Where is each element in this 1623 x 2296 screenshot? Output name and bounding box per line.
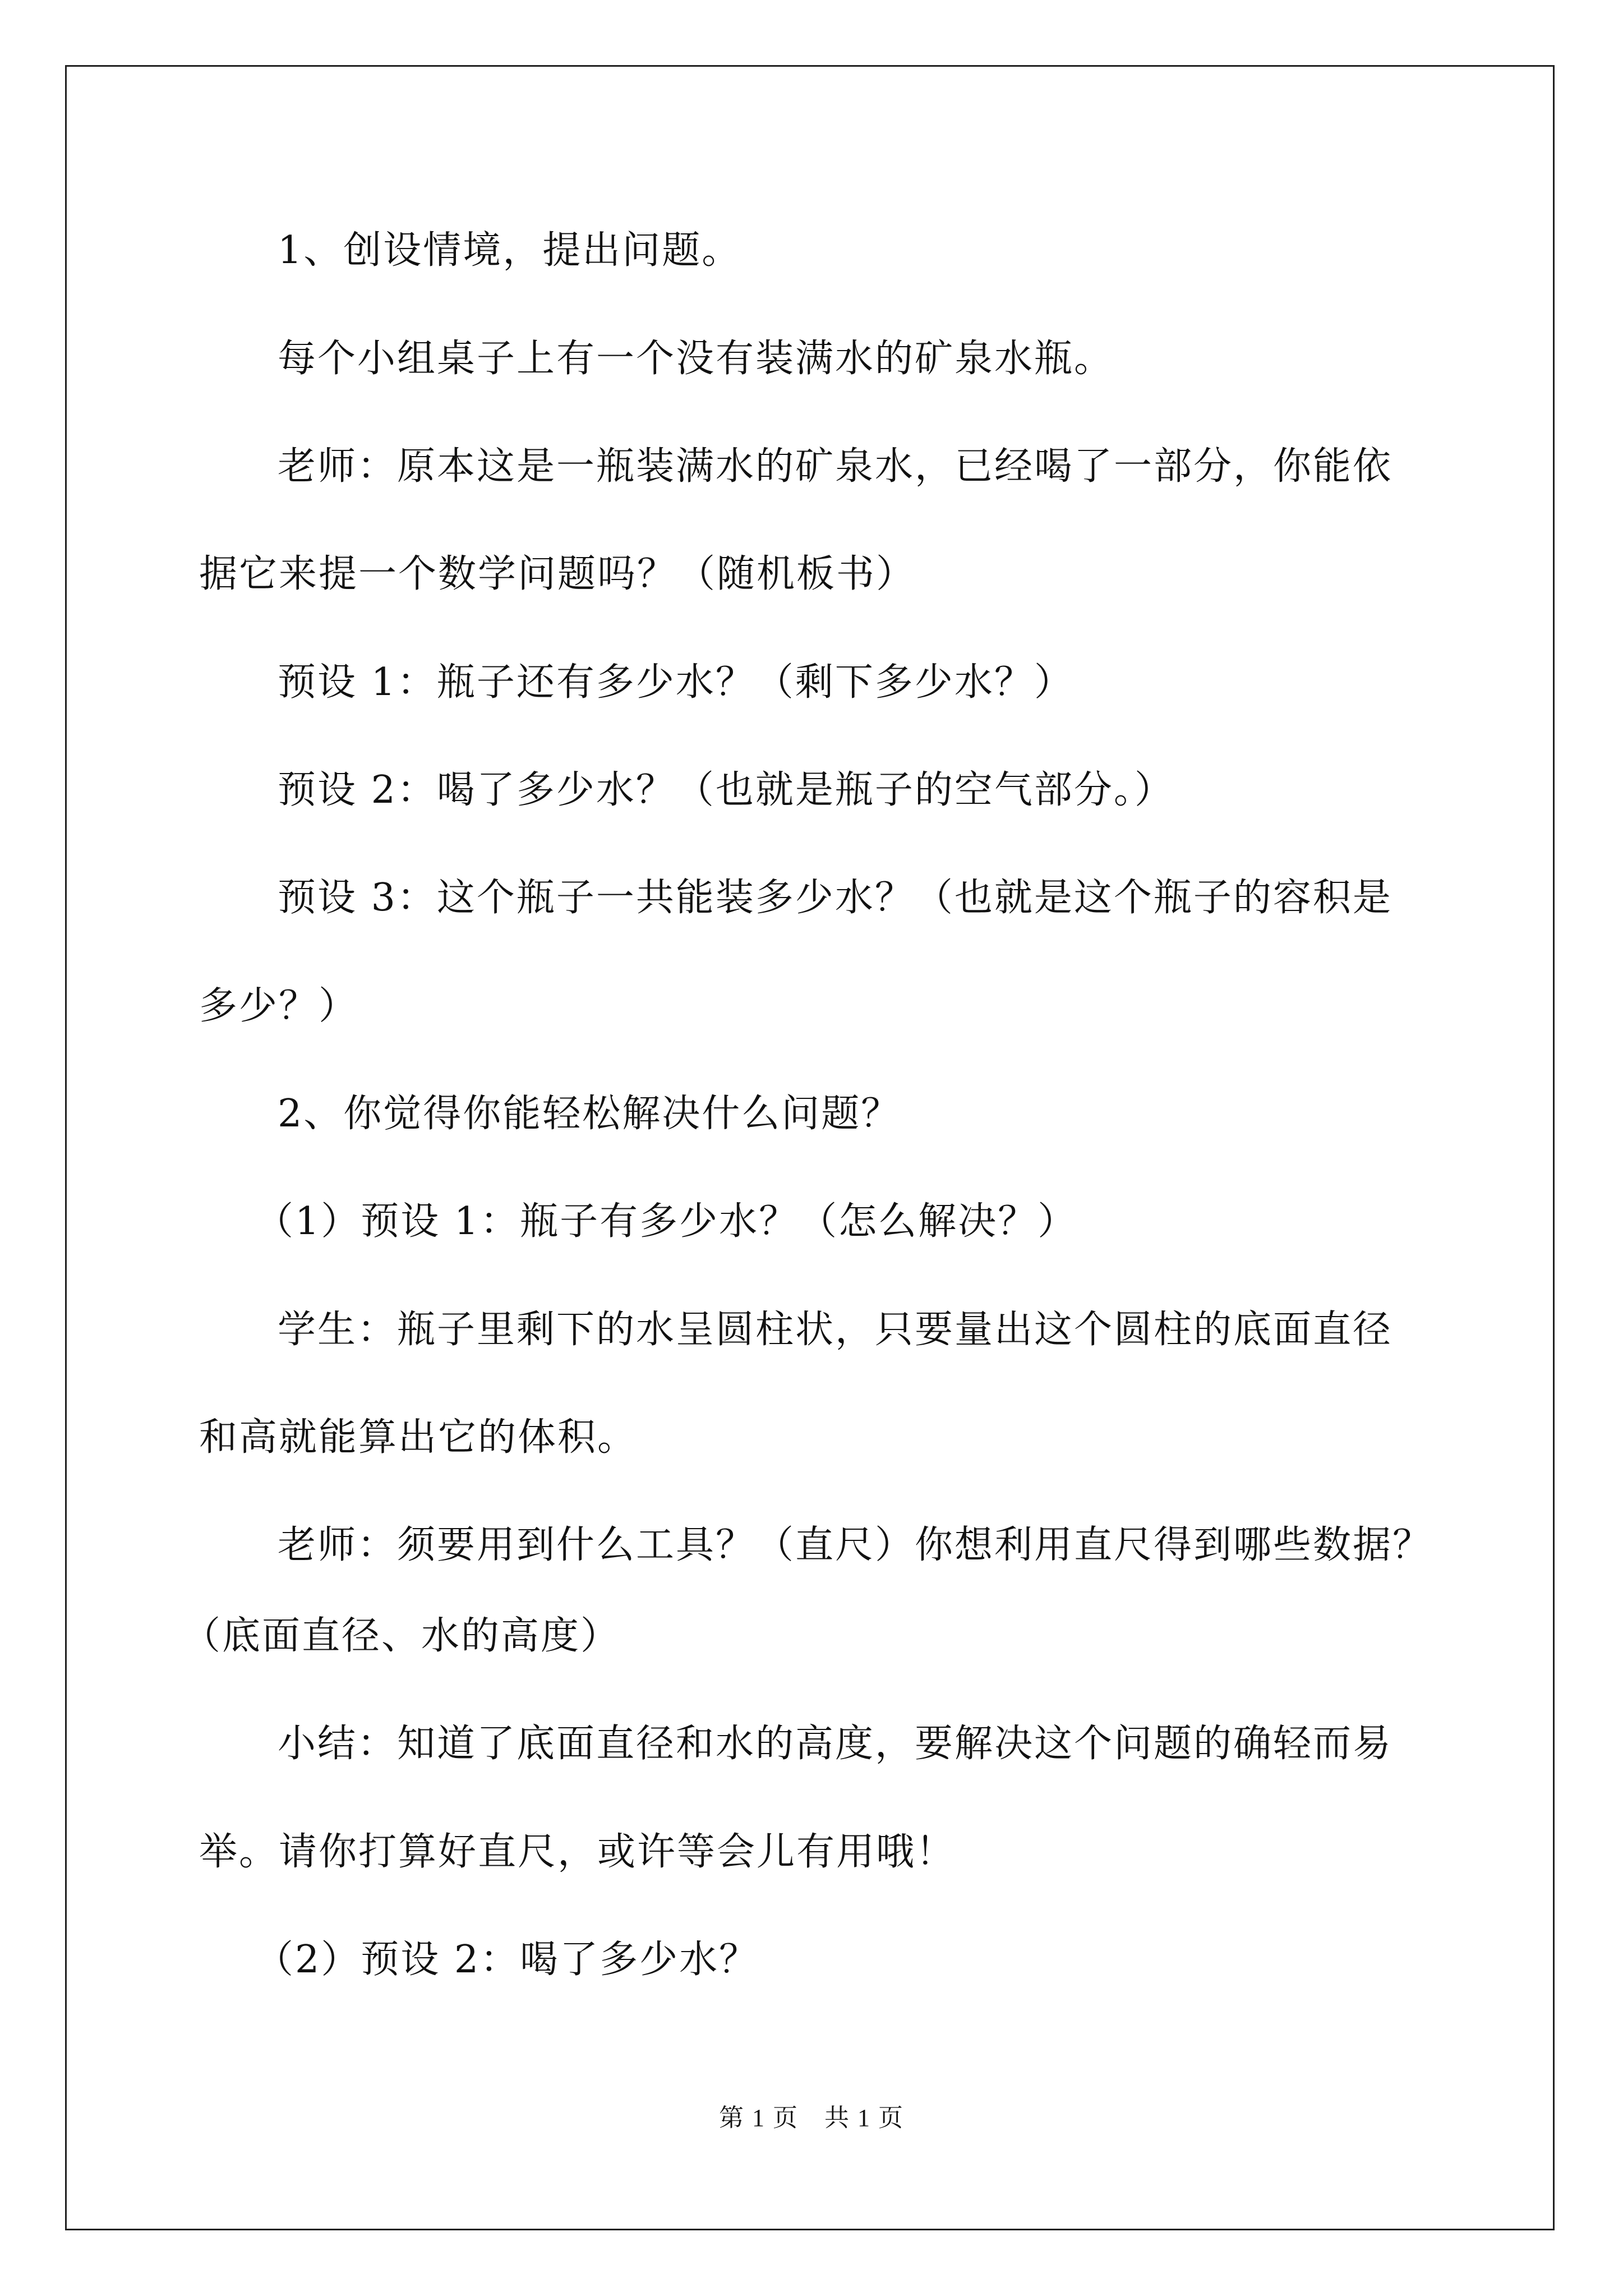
paragraph-line: 每个小组桌子上有一个没有装满水的矿泉水瓶。 xyxy=(278,337,1114,381)
paragraph-line: （1）预设 1：瓶子有多少水？（怎么解决？） xyxy=(255,1199,1078,1244)
paragraph-line: 小结：知道了底面直径和水的高度，要解决这个问题的确轻而易 xyxy=(278,1722,1393,1766)
paragraph-line: 和高就能算出它的体积。 xyxy=(199,1415,638,1460)
paragraph-line: 学生：瓶子里剩下的水呈圆柱状，只要量出这个圆柱的底面直径 xyxy=(278,1308,1393,1352)
paragraph-line: 多少？） xyxy=(199,984,359,1028)
paragraph-line: 预设 2：喝了多少水？（也就是瓶子的空气部分。） xyxy=(278,768,1174,812)
paragraph-line: 老师：原本这是一瓶装满水的矿泉水，已经喝了一部分，你能依 xyxy=(278,444,1393,489)
paragraph-line: 预设 1：瓶子还有多少水？（剩下多少水？） xyxy=(278,660,1074,705)
paragraph-line: 预设 3：这个瓶子一共能装多少水？（也就是这个瓶子的容积是 xyxy=(278,876,1393,920)
paragraph-line: 老师：须要用到什么工具？（直尺）你想利用直尺得到哪些数据？ xyxy=(278,1523,1433,1567)
paragraph-line: 据它来提一个数学问题吗？（随机板书） xyxy=(199,552,916,596)
paragraph-line: 1、创设情境，提出问题。 xyxy=(278,228,742,273)
paragraph-line: （底面直径、水的高度） xyxy=(182,1614,621,1658)
paragraph-line: 举。请你打算好直尺，或许等会儿有用哦！ xyxy=(199,1830,956,1874)
page-footer: 第 1 页 共 1 页 xyxy=(719,2104,904,2132)
paragraph-line: （2）预设 2：喝了多少水？ xyxy=(255,1938,759,1982)
paragraph-line: 2、你觉得你能轻松解决什么问题？ xyxy=(278,1092,901,1136)
